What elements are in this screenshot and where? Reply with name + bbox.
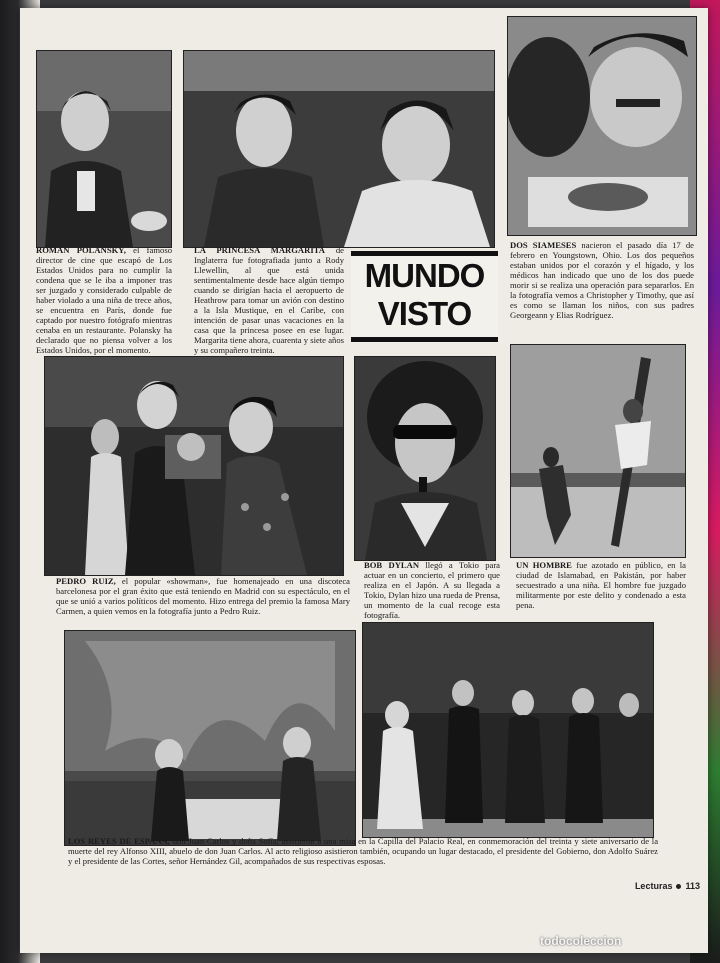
caption-reyes-text: don Juan Carlos y doña Sofía, asistieron a una misa en la Capilla del Palacio Real, en conmemoración del treinta y siete aniversario de la muerte del rey Alfonso XIII, abuelo de don Juan Carlos. Al acto religioso asistieron también, ocupando un lugar destacado, el presidente del Gobierno, don Adolfo Suárez y el presidente de las Cortes, señor Hernández Gil, acompañados de sus respectivas esposas. [68,836,658,866]
caption-pedro-ruiz [56,576,350,628]
photo-princesa-margarita [183,50,495,248]
watermark: todocoleccion [540,934,622,948]
caption-reyes [68,836,658,878]
caption-reyes-lead: LOS REYES DE ESPAÑA, [68,836,170,846]
photo-misa-capilla [362,622,654,838]
caption-siameses-text: nacieron el pasado día 17 de febrero en Youngstown, Ohio. Los dos pequeños estaban unidos por el corazón y el hígado, y los médicos han indicado que uno de los dos puede morir si se realiza una operación para separarlos. En la fotografía vemos a Christopher y Timothy, que así es como se llaman los niños, con sus padres Georgeann y Elias Rodríguez. [510,240,694,320]
caption-dylan-text: llegó a Tokio para actuar en un concierto, el primero que realiza en el Japón. A su llegada a Tokio, Dylan hizo una rueda de Prensa, un momento de la cual recoge esta fotografía. [364,560,500,620]
masthead-mundo: MUNDO [364,257,485,294]
page-number: 113 [685,881,700,891]
caption-pedro-text: el popular «showman», fue homenajeado en una discoteca barcelonesa por el gran éxito que está teniendo en Madrid con su espectáculo, en el que se unió a varios políticos del momento. Hizo entrega del premio la famosa Mary Carmen, a quien vemos en la fotografía junto a Pedro Ruiz. [56,576,350,616]
footer-dot [676,884,681,889]
page-footer [635,881,700,891]
magazine-page [20,8,708,953]
caption-margarita-lead: LA PRINCESA MARGARITA [194,245,325,255]
photo-hombre-azotado [510,344,686,558]
caption-dylan-lead: BOB DYLAN [364,560,420,570]
caption-polanski-lead: ROMAN POLANSKY, [36,245,126,255]
photo-siameses [507,16,697,236]
caption-polanski [36,245,172,357]
masthead-bar-top [351,251,498,256]
caption-hombre [516,560,686,620]
caption-polanski-text: el famoso director de cine que escapó de Los Estados Unidos para no cumplir la condena que se le iba a imponer tras ser juzgado y considerado culpable de haber violado a una niña de trece años, se encuentra en París, donde fue captado por nuestro fotógrafo mientras cenaba en un restaurante. Polansky ha declarado que no piensa volver a los Estados Unidos, por el momento. [36,245,172,355]
photo-bob-dylan [354,356,496,561]
masthead-bar-bottom [351,337,498,342]
masthead-visto: VISTO [377,295,472,332]
caption-margarita-text: de Inglaterra fue fotografiada junto a Rody Llewellin, al que está unida sentimentalmente desde hace algún tiempo cuando se dirigían hacia el aeropuerto de Heathrow para tomar un avión con destino a la Isla Mustique, en el Caribe, con intención de pasar unas vacaciones en la casa que la princesa posee en ese lugar. Margarita tiene ahora, cuarenta y siete años y su compañero treinta. [194,245,344,355]
photo-polanski [36,50,172,248]
photo-reyes-de-espana [64,630,356,846]
caption-margarita [194,245,344,357]
caption-pedro-lead: PEDRO RUIZ, [56,576,116,586]
caption-hombre-lead: UN HOMBRE [516,560,572,570]
section-masthead [351,251,498,343]
caption-siameses [510,240,694,344]
photo-pedro-ruiz [44,356,344,576]
caption-siameses-lead: DOS SIAMESES [510,240,577,250]
caption-hombre-text: fue azotado en público, en la ciudad de Islamabad, en Pakistán, por haber secuestrado a una niña. El hombre fue juzgado militarmente por este delito y condenado a esta pena. [516,560,686,610]
magazine-name: Lecturas [634,881,673,891]
